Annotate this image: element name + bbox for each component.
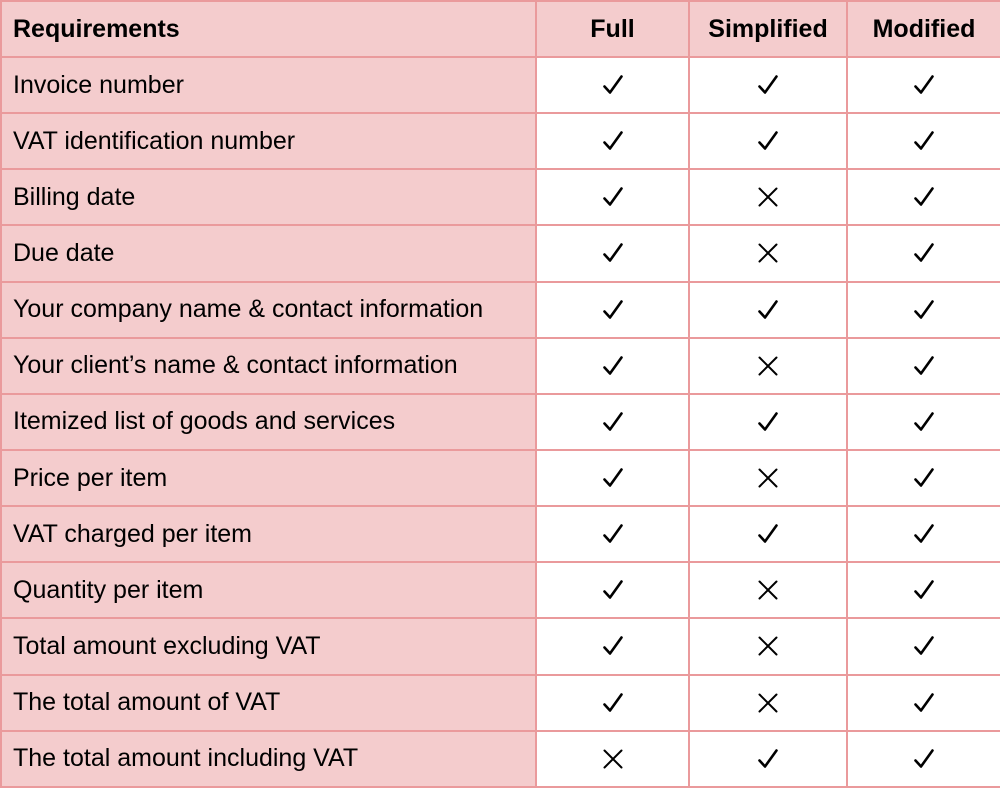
requirement-label: Your company name & contact information [1,282,536,338]
modified-cell [847,225,1000,281]
modified-cell [847,450,1000,506]
cross-icon [755,633,781,659]
simplified-cell [689,731,847,787]
requirement-label: The total amount including VAT [1,731,536,787]
full-cell [536,225,689,281]
full-cell [536,282,689,338]
check-icon [600,297,626,323]
simplified-cell [689,57,847,113]
header-requirements: Requirements [1,1,536,57]
requirement-label: Quantity per item [1,562,536,618]
check-icon [911,353,937,379]
table-row [1,675,1000,731]
check-icon [600,633,626,659]
full-cell [536,450,689,506]
check-icon [911,409,937,435]
table-header [1,1,1000,57]
table-row [1,618,1000,674]
check-icon [600,353,626,379]
check-icon [911,128,937,154]
cross-icon [600,746,626,772]
cross-icon [755,577,781,603]
check-icon [911,746,937,772]
check-icon [600,72,626,98]
check-icon [755,521,781,547]
full-cell [536,169,689,225]
table-row [1,394,1000,450]
check-icon [911,465,937,491]
table-body [1,57,1000,787]
table-row [1,113,1000,169]
check-icon [911,577,937,603]
modified-cell [847,675,1000,731]
cross-icon [755,465,781,491]
simplified-cell [689,675,847,731]
check-icon [755,409,781,435]
simplified-cell [689,394,847,450]
check-icon [600,184,626,210]
table-row [1,506,1000,562]
table-row [1,562,1000,618]
simplified-cell [689,282,847,338]
check-icon [911,240,937,266]
table-row [1,731,1000,787]
check-icon [600,240,626,266]
cross-icon [755,184,781,210]
table-row [1,225,1000,281]
simplified-cell [689,506,847,562]
check-icon [911,633,937,659]
requirement-label: Invoice number [1,57,536,113]
requirement-label: The total amount of VAT [1,675,536,731]
modified-cell [847,338,1000,394]
check-icon [600,465,626,491]
header-modified: Modified [847,1,1000,57]
simplified-cell [689,113,847,169]
check-icon [755,746,781,772]
modified-cell [847,394,1000,450]
check-icon [911,184,937,210]
simplified-cell [689,450,847,506]
requirement-label: Billing date [1,169,536,225]
full-cell [536,506,689,562]
check-icon [755,128,781,154]
full-cell [536,675,689,731]
check-icon [911,72,937,98]
header-simplified: Simplified [689,1,847,57]
cross-icon [755,690,781,716]
modified-cell [847,57,1000,113]
table-row [1,338,1000,394]
simplified-cell [689,225,847,281]
modified-cell [847,169,1000,225]
check-icon [911,521,937,547]
full-cell [536,731,689,787]
table-row [1,57,1000,113]
header-row [1,1,1000,57]
cross-icon [755,240,781,266]
check-icon [911,297,937,323]
check-icon [600,128,626,154]
simplified-cell [689,338,847,394]
modified-cell [847,282,1000,338]
check-icon [600,521,626,547]
requirement-label: Price per item [1,450,536,506]
check-icon [755,297,781,323]
check-icon [600,577,626,603]
simplified-cell [689,169,847,225]
table-row [1,282,1000,338]
modified-cell [847,562,1000,618]
full-cell [536,618,689,674]
full-cell [536,113,689,169]
requirement-label: Total amount excluding VAT [1,618,536,674]
modified-cell [847,506,1000,562]
simplified-cell [689,618,847,674]
table-row [1,450,1000,506]
full-cell [536,562,689,618]
modified-cell [847,618,1000,674]
requirement-label: Itemized list of goods and services [1,394,536,450]
table-row [1,169,1000,225]
full-cell [536,57,689,113]
requirement-label: VAT identification number [1,113,536,169]
check-icon [600,409,626,435]
check-icon [911,690,937,716]
check-icon [600,690,626,716]
requirement-label: Your client’s name & contact information [1,338,536,394]
full-cell [536,394,689,450]
simplified-cell [689,562,847,618]
requirement-label: VAT charged per item [1,506,536,562]
requirement-label: Due date [1,225,536,281]
header-full: Full [536,1,689,57]
cross-icon [755,353,781,379]
check-icon [755,72,781,98]
modified-cell [847,731,1000,787]
modified-cell [847,113,1000,169]
full-cell [536,338,689,394]
